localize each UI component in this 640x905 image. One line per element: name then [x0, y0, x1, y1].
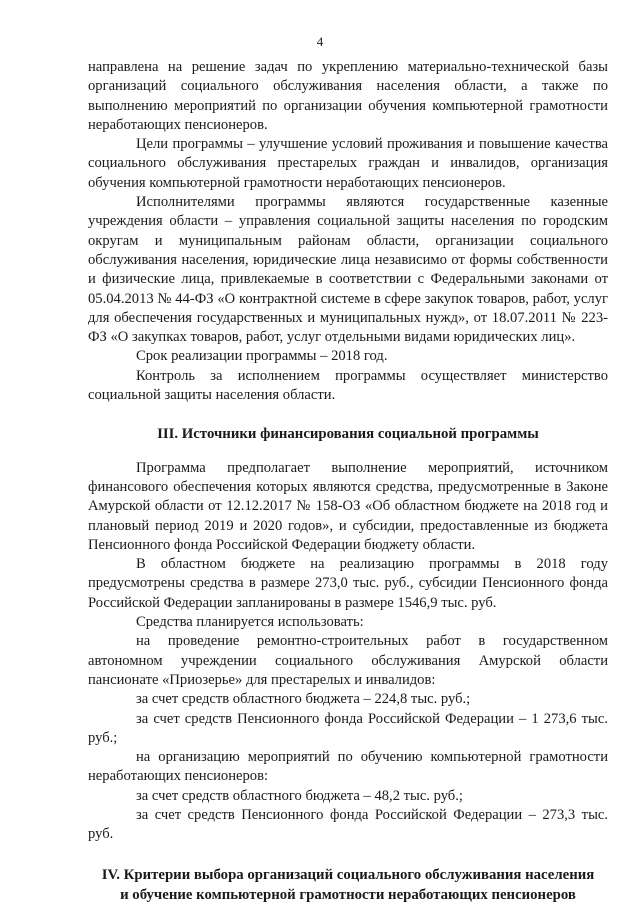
- document-body: [88, 58, 608, 905]
- paragraph-control: Контроль за исполнением программы осуществляет министерство социальной защиты населения области.: [88, 367, 608, 404]
- page-number: 4: [316, 34, 324, 49]
- paragraph-repair-regional: за счет средств областного бюджета – 224,8 тыс. руб.;: [136, 691, 471, 708]
- paragraph-repair-pension-fund: за счет средств Пенсионного фонда Российской Федерации – 1 273,6 тыс. руб.;: [88, 710, 608, 746]
- paragraph-executors: Исполнителями программы являются государственные казенные учреждения области – управления социальной защиты населения по городским округам и муниципальным районам области, организации социального обслуживания населения, юридические лица независимо от формы собственности и физические лица, привлекаемые в соответствии с Федеральными законами от 05.04.2013 № 44-ФЗ «О контрактной системе в сфере закупок товаров, работ, услуг для обеспечения государственных и муниципальных нужд», от 18.07.2011 № 223-ФЗ «О закупках товаров, работ, услуг отдельными видами юридических лиц».: [88, 194, 608, 346]
- section-3-heading: III. Источники финансирования социальной программы: [157, 426, 539, 443]
- paragraph-funding-sources: Программа предполагает выполнение мероприятий, источником финансового обеспечения которых являются средства, предусмотренные в Законе Амурской области от 12.12.2017 № 158-ОЗ «Об областном бюджете на 2018 год и плановый период 2019 и 2020 годов», и субсидии, предоставленные из бюджета Пенсионного фонда Российской Федерации бюджету области.: [88, 459, 608, 553]
- paragraph-repair-works: на проведение ремонтно-строительных работ в государственном автономном учреждении социального обслуживания Амурской области пансионате «Приозерье» для престарелых и инвалидов:: [88, 633, 608, 688]
- paragraph-training-pension-fund: за счет средств Пенсионного фонда Российской Федерации – 273,3 тыс. руб.: [88, 806, 608, 843]
- paragraph-term: Срок реализации программы – 2018 год.: [136, 348, 388, 365]
- paragraph-computer-training: на организацию мероприятий по обучению компьютерной грамотности неработающих пенсионеров:: [88, 749, 608, 785]
- paragraph-tasks: направлена на решение задач по укреплению материально-технической базы организаций социального обслуживания населения области, а также по выполнению мероприятий по организации обучения компьютерной грамотности неработающих пенсионеров.: [88, 59, 608, 133]
- paragraph-goals: Цели программы – улучшение условий проживания и повышение качества социального обслуживания престарелых граждан и инвалидов, организация обучения компьютерной грамотности неработающих пенсионеров.: [88, 136, 608, 191]
- section-4-heading: [88, 865, 608, 905]
- section-4-heading-line-2: и обучение компьютерной грамотности неработающих пенсионеров: [120, 886, 576, 903]
- section-4-heading-line-1: IV. Критерии выбора организаций социального обслуживания населения: [101, 866, 595, 883]
- paragraph-training-regional: за счет средств областного бюджета – 48,2 тыс. руб.;: [136, 787, 463, 804]
- paragraph-usage-intro: Средства планируется использовать:: [136, 614, 364, 631]
- paragraph-funding-amounts: В областном бюджете на реализацию программы в 2018 году предусмотрены средства в размере 273,0 тыс. руб., субсидии Пенсионного фонда Российской Федерации запланированы в размере 1546,9 тыс. руб.: [88, 556, 608, 611]
